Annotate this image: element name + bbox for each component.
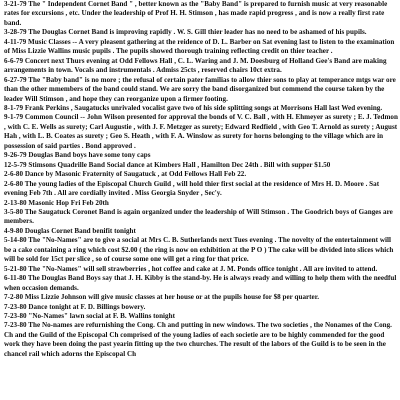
- entry-4: 6-6-79 Concert next Thurs evening at Odd Fellows Hall , C. L. Waring and J. M. Doesburg of Holland Gee's Band are making arrangements in town. Vocals and instrumentals . Admiss 25cts , reserved chairs 10ct extra.: [4, 56, 387, 75]
- entry-14: 4-9-80 Douglas Cornet Band benifit tonight: [4, 226, 136, 235]
- entry-18: 7-2-80 Miss Lizzie Johnson will give music classes at her house or at the pupils house for $8 per quarter.: [4, 293, 320, 302]
- entry-6: 8-1-79 Frank Perkins , Saugatucks unrivaled vocalist gave two of his side splitting songs at Morrisons Hall last Wed evening.: [4, 103, 383, 112]
- entry-8: 9-26-79 Douglas Band boys have some tony caps: [4, 151, 151, 160]
- entry-9: 12-5-79 Stimsons Quadrille Band Social dance at Kimbers Hall , Hamilton Dec 24th . Bill with supper $1.50: [4, 160, 331, 169]
- entry-20: 7-23-80 "No-Names" lawn social at F. B. Wallins tonight: [4, 311, 175, 320]
- entry-15: 5-14-80 The "No-Names" are to give a social at Mrs C. B. Sutherlands next Tues evening . The novelty of the entertainment will be a cake containing a ring which cost $2.00 ( the ring is now on exhibition at the P O ) The cake will be divided into slices which will be sold for 15ct per slice , so of course some one will get a ring for that price.: [4, 236, 394, 264]
- entry-13: 3-5-80 The Saugatuck Coronet Band is again organized under the leadership of Will Stimson . The Goodrich boys of Ganges are members.: [4, 207, 393, 226]
- entry-7: 9-1-79 Common Council -- John Wilson presented for approval the bonds of V. C. Ball , with H. Ehmeyer as surety ; E. J. Tedmon , with C. E. Wells as surety; Carl Augustie , with J. F. Metzger as surety; Edward Redfield , with Geo T. Arnold as surety ; August Hah , with L. B. Coates as surety ; Geo S. Heath , with F. A. Winslow as surety for horns belonging to the village which are in possession of said parties . Bond approved .: [4, 113, 398, 150]
- entry-1: 3-21-79 The " Independent Cornet Band " , better known as the "Baby Band" is prepared to furnish music at very reasonable rates for excursions , etc. Under the leadership of Prof H. H. Stimson , has made rapid progress , and is now a really first rate band.: [4, 0, 388, 27]
- entry-19: 7-23-80 Dance tonight at F. D. Billings bowery.: [4, 302, 146, 311]
- entry-2: 3-28-79 The Douglas Cornet Band is improving rapidly . W. S. Gill thier leader has no need to be ashamed of his pupils.: [4, 28, 367, 37]
- entry-10: 2-6-80 Dance by Masonic Fraternity of Saugatuck , at Odd Fellows Hall Feb 22.: [4, 170, 247, 179]
- entry-17: 6-11-80 The Douglas Band Boys say that J. H. Kibby is the stand-by. He is always ready and willing to help them with the needful when occasion demands.: [4, 274, 397, 292]
- entry-21: 7-23-80 The No-names are refurnishing the Cong. Ch and putting in new windows. The two societies , the Nonames of the Cong. Ch and the Guild of the Episcopal Ch comprised of the young ladies of each societie are to be highly commended for the good work they have been doing the past yearin fitting up the two churches. The result of the labors of the Guild is to be seen in the chancel rail which adorns the Episcopal Ch: [4, 321, 392, 358]
- entry-5: 6-27-79 The "Baby band" is no more ; the refusal of certain pater familias to allow thier sons to play at temperance mtgs war ore than the other mmembers of the band could stand. We are sorry the band disorganized but commend the course taken by the leader Will Stimson , and hope they can reorganize upon a firmer footing.: [4, 75, 396, 103]
- entry-3: 4-11-79 Music Classes -- A very pleasent gathering at the reidence of D. L. Barber on Sat evening last to listen to the examination of Miss Lizzie Wallins music pupils . The pupils showed thorough training reflecting credit on thier teacher .: [4, 37, 395, 56]
- entry-16: 5-21-80 The "No-Names" will sell strawberries , hot coffee and cake at J. M. Ponds office tonight . All are invited to attend.: [4, 264, 378, 273]
- entry-12: 2-13-80 Masonic Hop Fri Feb 20th: [4, 198, 109, 207]
- entry-11: 2-6-80 The young ladies of the Episcopal Church Guild , will hold thier first social at the residence of Mrs H. D. Moore . Sat evening Feb 7th . All are cordially invited . Miss Georgia Snyder , Sec'y.: [4, 179, 380, 198]
